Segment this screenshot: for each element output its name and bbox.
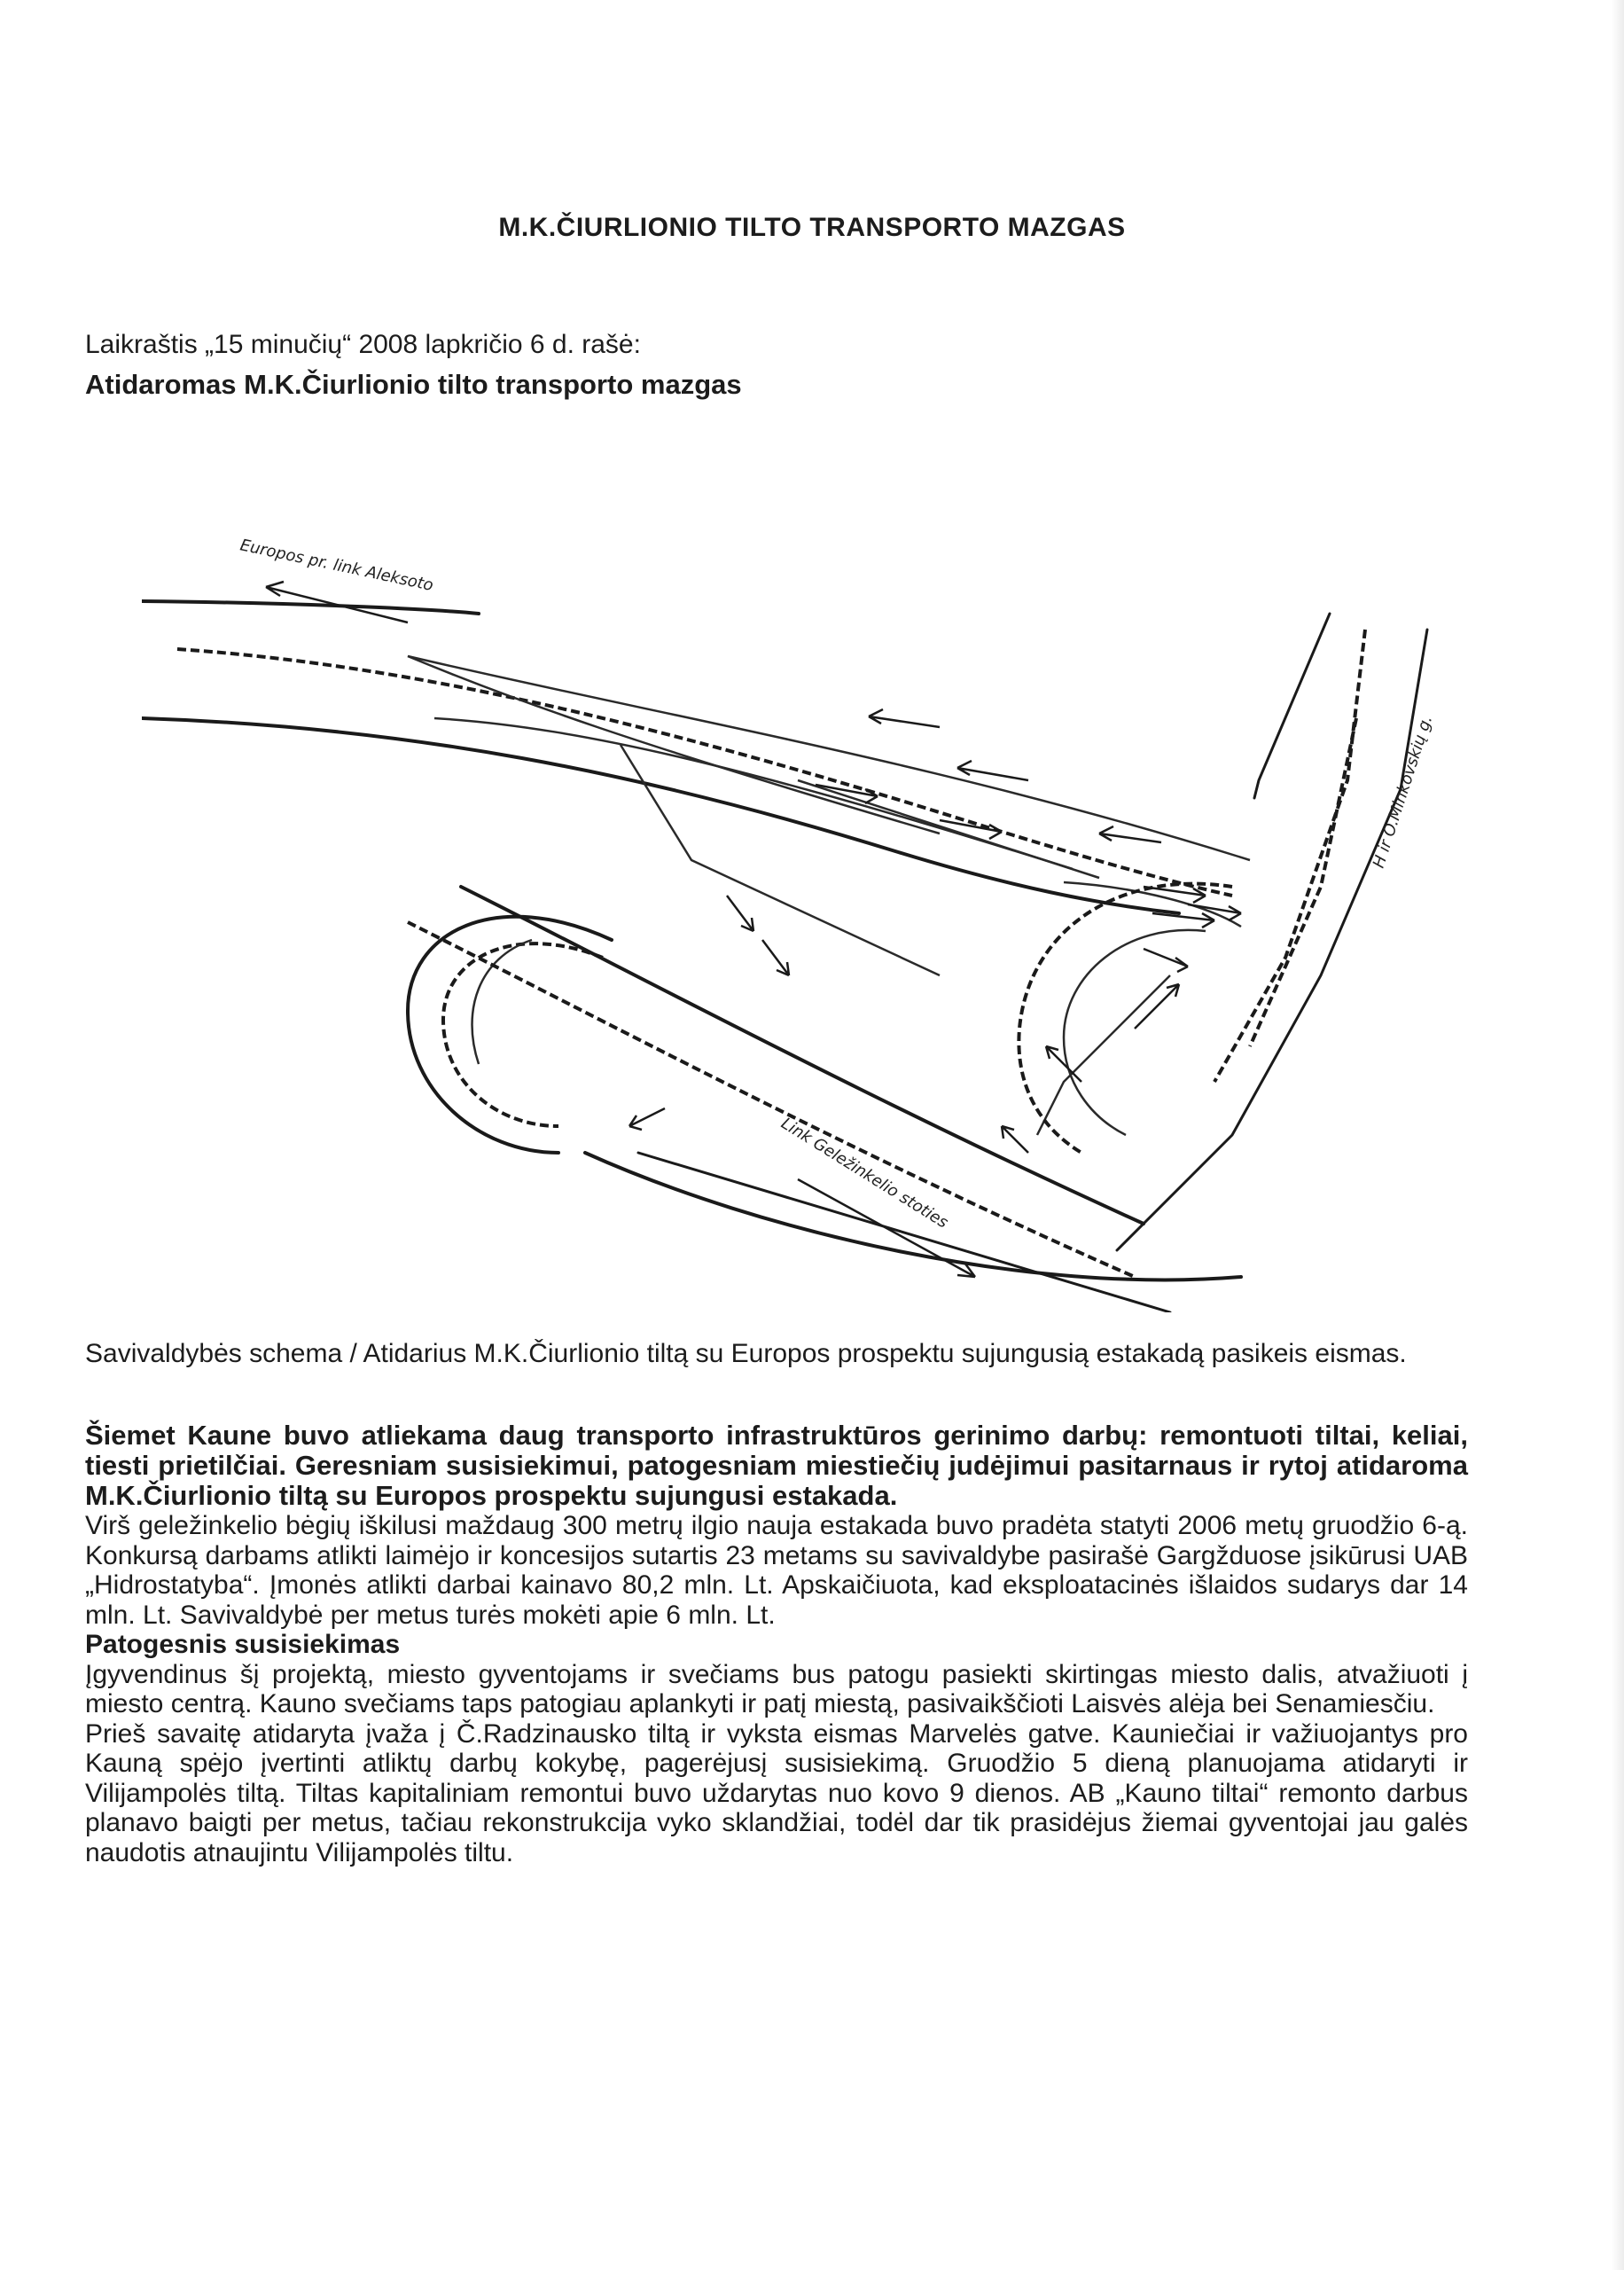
arrow-to-aleksotas — [266, 582, 408, 622]
street-inner-line — [1037, 975, 1170, 1135]
loop-right-outer — [1019, 884, 1232, 1153]
triangle-left — [621, 745, 940, 975]
source-line: Laikraštis „15 minučių“ 2008 lapkričio 6 d. rašė: — [85, 330, 641, 359]
ramp-center — [408, 922, 1135, 1277]
loop-left-inner — [443, 943, 603, 1126]
lead-paragraph: Šiemet Kaune buvo atliekama daug transporto infrastruktūros gerinimo darbų: remontuoti tiltai, keliai, tiesti prietilčiai. Geresniam susisiekimui, patogesniam miestiečių judėjimui pasitarnaus ir rytoj atidaroma M.K.Čiurlionio tiltą su Europos prospektu sujungusi estakada. — [85, 1420, 1468, 1511]
paragraph-estakada: Virš geležinkelio bėgių iškilusi maždaug 300 metrų ilgio nauja estakada buvo pradėta statyti 2006 metų gruodžio 6-ą. Konkursą darbams atlikti laimėjo ir koncesijos sutartis 23 metams su savivaldybe pasirašė Gargžduose įsikūrusi UAB „Hidrostatyba“. Įmonės atlikti darbai kainavo 80,2 mln. Lt. Apskaičiuota, kad eksploatacinės išlaidos sudarys dar 14 mln. Lt. Savivaldybė per metus turės mokėti apie 6 mln. Lt. — [85, 1511, 1468, 1630]
ramp-edge-lower — [585, 1153, 1241, 1280]
street-right-edge — [1117, 630, 1427, 1250]
road-edge-upper — [177, 649, 1232, 896]
lane-merge-mid — [408, 656, 940, 834]
transport-junction-diagram — [142, 514, 1489, 1312]
direction-arrows — [629, 709, 1241, 1153]
paragraph-tiltai: Prieš savaitę atidaryta įvaža į Č.Radzinausko tiltą ir vyksta eismas Marvelės gatve. Kauniečiai ir važiuojantys pro Kauną spėjo įvertinti atliktų darbų kokybę, pagerėjusį susisiekimą. Gruodžio 5 dieną planuojama atidaryti ir Vilijampolės tiltą. Tiltas kapitaliniam remontui buvo uždarytas nuo kovo 9 dienos. AB „Kauno tiltai“ remonto darbus planavo baigti per metus, tačiau rekonstrukcija vyko sklandžiai, todėl dar tik prasidėjus žiemai gyventojai jau galės naudotis atnaujintu Vilijampolės tiltu. — [85, 1718, 1468, 1867]
ramp-edge-upper — [461, 887, 1144, 1224]
street-left-edge — [1254, 614, 1330, 798]
scan-edge — [1612, 0, 1624, 2270]
paragraph-projektas: Įgyvendinus šį projektą, miesto gyventojams ir svečiams bus patogu pasiekti skirtingas miesto dalis, atvažiuoti į miesto centrą. Kauno svečiams taps patogiau aplankyti ir patį miestą, pasivaikščioti Laisvės alėja bei Senamiesčiu. — [85, 1659, 1468, 1718]
street-inner-dash — [1250, 718, 1356, 1046]
label-europos-pr: Europos pr. link Aleksoto — [238, 536, 435, 596]
source-headline: Atidaromas M.K.Čiurlionio tilto transporto mazgas — [85, 369, 742, 400]
document-title: M.K.ČIURLIONIO TILTO TRANSPORTO MAZGAS — [498, 213, 1126, 242]
loop-right-inner — [1064, 930, 1206, 1135]
subheading: Patogesnis susisiekimas — [85, 1630, 401, 1659]
road-edge-top — [142, 601, 479, 614]
ramp-bottom-line — [638, 1153, 1170, 1312]
loop-left-outer — [408, 917, 612, 1153]
article-body — [85, 1421, 1468, 1867]
lane-merge-low — [434, 718, 1073, 869]
label-minkovskiu-g: H ir O.Minkovskių g. — [1369, 713, 1437, 871]
triangle-top — [798, 780, 1099, 878]
diagram-caption: Savivaldybės schema / Atidarius M.K.Čiurlionio tiltą su Europos prospektu sujungusią estakadą pasikeis eismas. — [85, 1339, 1407, 1368]
label-gelezinkelio-stotis: Link Geležinkelio stoties — [777, 1114, 952, 1233]
